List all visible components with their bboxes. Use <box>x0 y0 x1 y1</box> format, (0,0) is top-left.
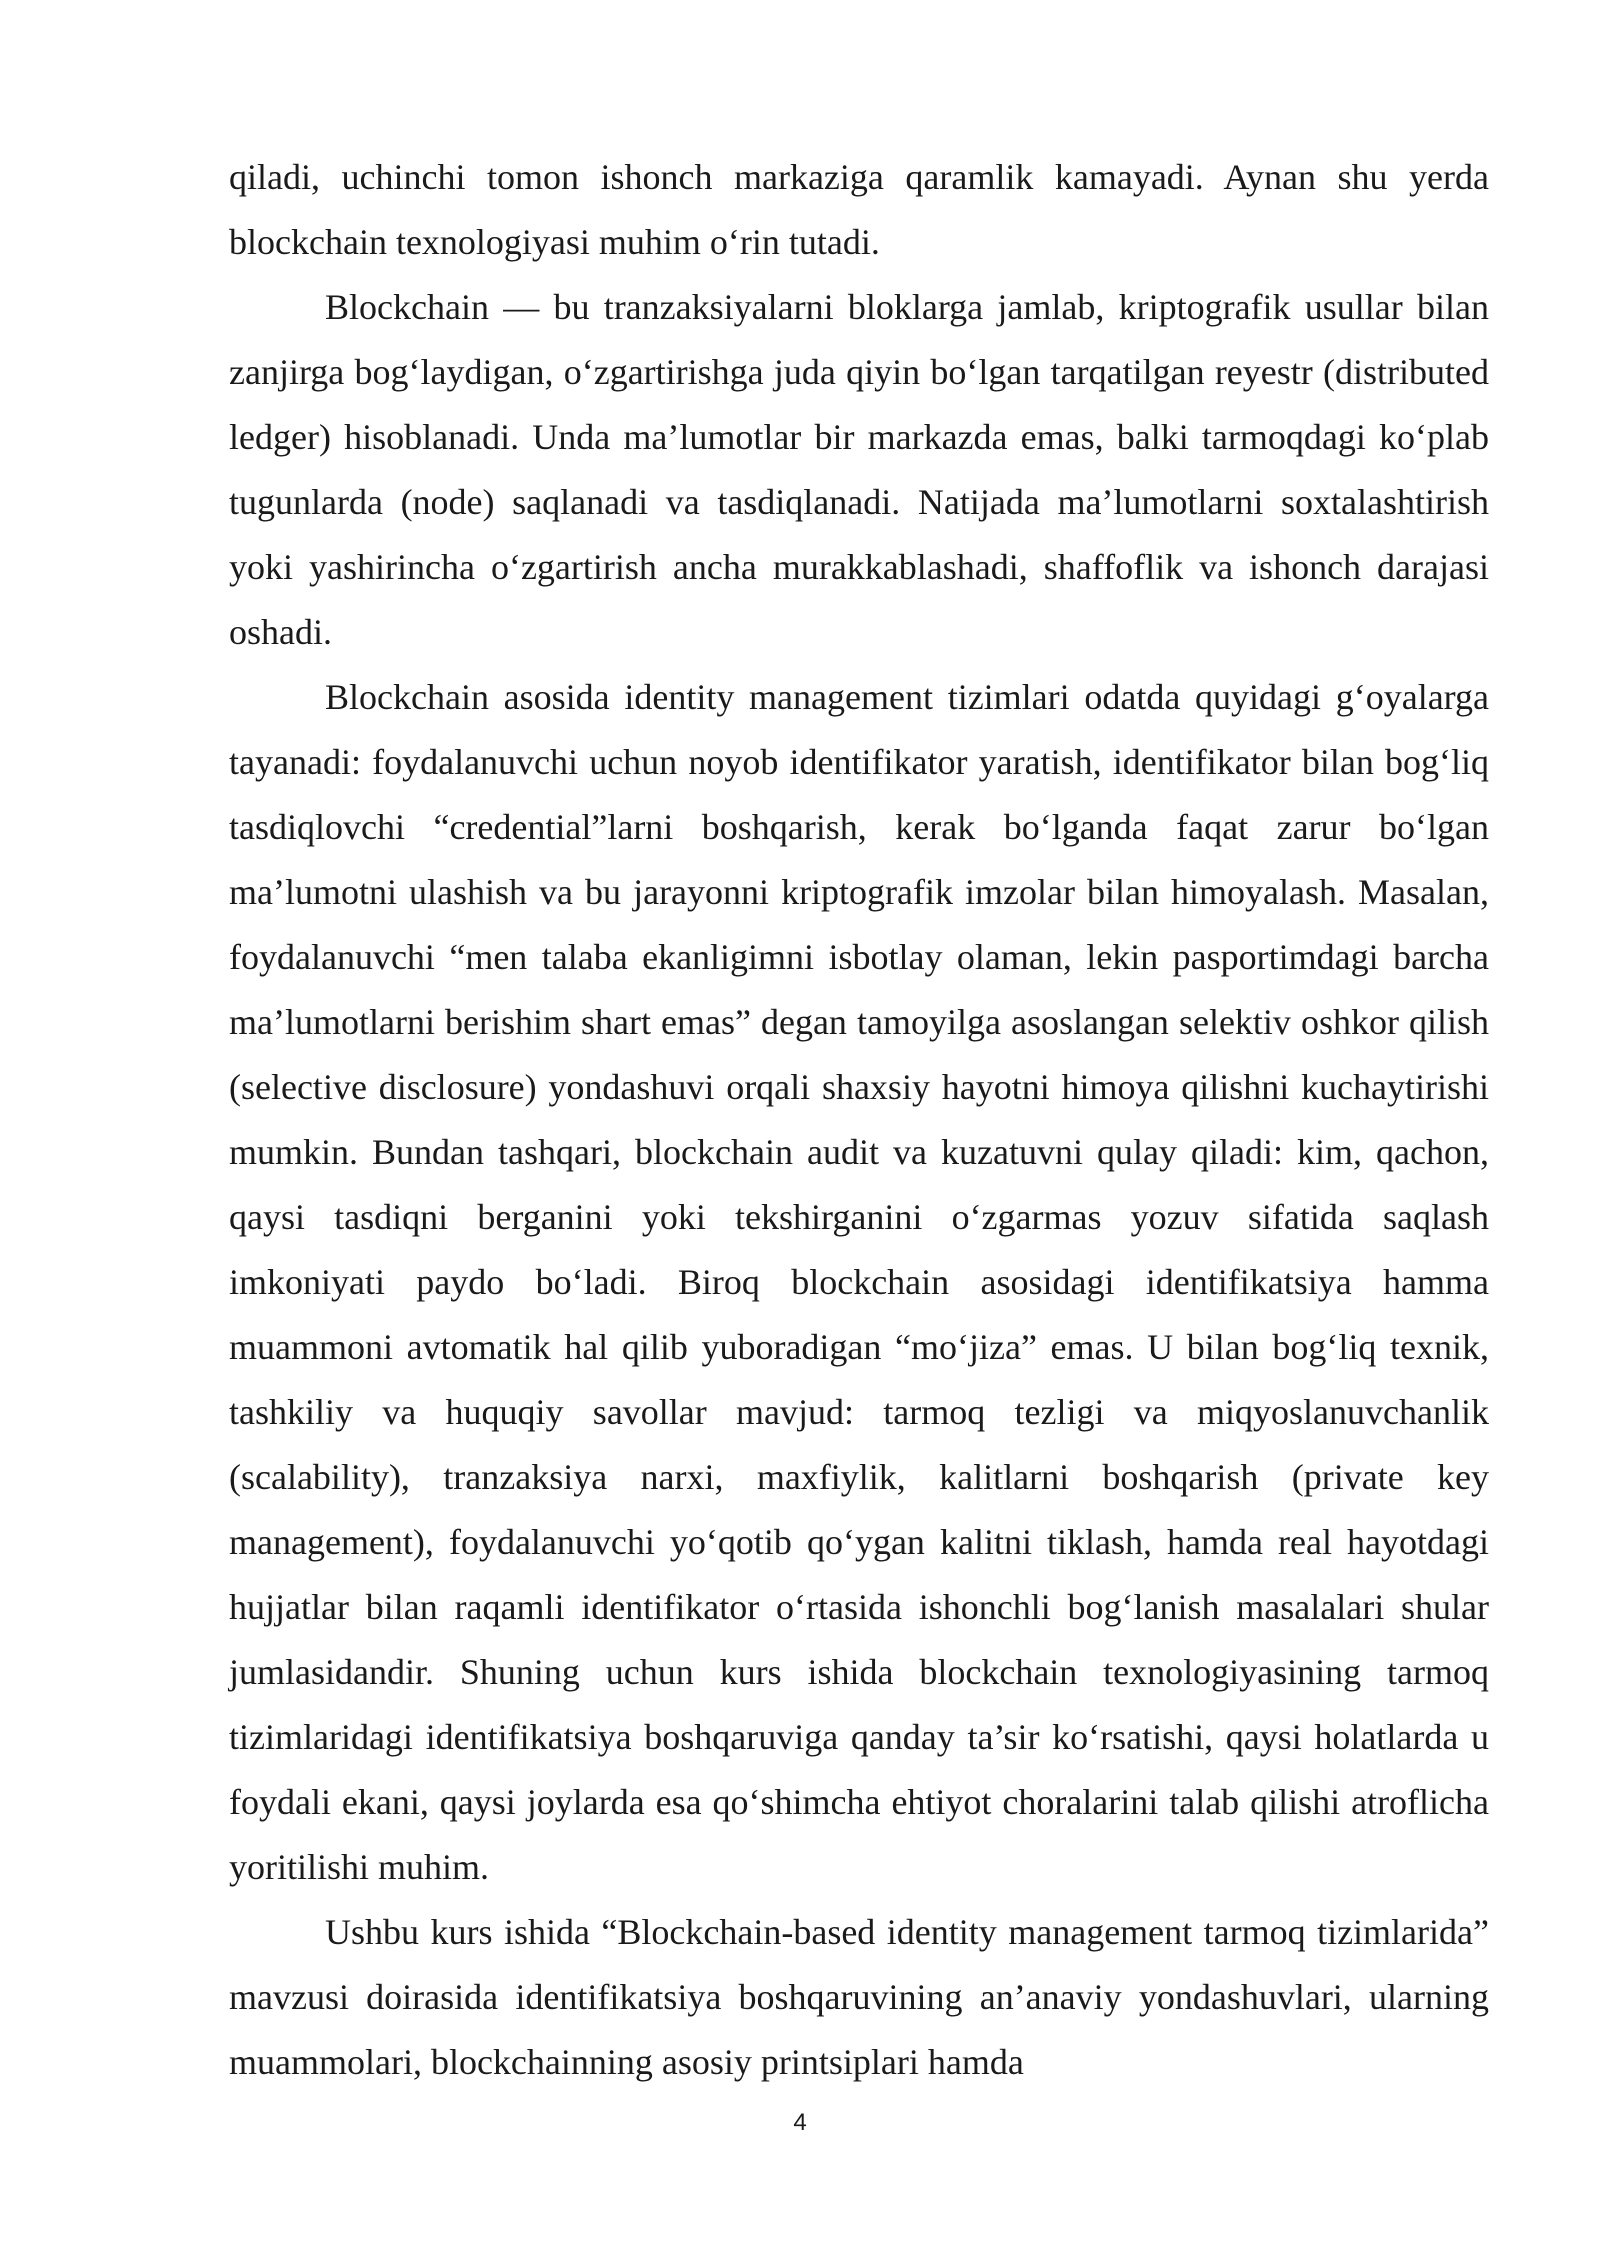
paragraph-continuation: qiladi, uchinchi tomon ishonch markaziga qaramlik kamayadi. Aynan shu yerda blockchain texnologiyasi muhim o‘rin tutadi. <box>229 157 1489 262</box>
body-text <box>229 145 1489 2095</box>
paragraph-identity-management: Blockchain asosida identity management tizimlari odatda quyidagi g‘oyalarga tayanadi: foydalanuvchi uchun noyob identifikator yaratish, identifikator bilan bog‘liq tasdiqlovchi “credential”larni boshqarish, kerak bo‘lganda faqat zarur bo‘lgan ma’lumotni ulashish va bu jarayonni kriptografik imzolar bilan himoyalash. Masalan, foydalanuvchi “men talaba ekanligimni isbotlay olaman, lekin pasportimdagi barcha ma’lumotlarni berishim shart emas” degan tamoyilga asoslangan selektiv oshkor qilish (selective disclosure) yondashuvi orqali shaxsiy hayotni himoya qilishni kuchaytirishi mumkin. Bundan tashqari, blockchain audit va kuzatuvni qulay qiladi: kim, qachon, qaysi tasdiqni berganini yoki tekshirganini o‘zgarmas yozuv sifatida saqlash imkoniyati paydo bo‘ladi. Biroq blockchain asosidagi identifikatsiya hamma muammoni avtomatik hal qilib yuboradigan “mo‘jiza” emas. U bilan bog‘liq texnik, tashkiliy va huquqiy savollar mavjud: tarmoq tezligi va miqyoslanuvchanlik (scalability), tranzaksiya narxi, maxfiylik, kalitlarni boshqarish (private key management), foydalanuvchi yo‘qotib qo‘ygan kalitni tiklash, hamda real hayotdagi hujjatlar bilan raqamli identifikator o‘rtasida ishonchli bog‘lanish masalalari shular jumlasidandir. Shuning uchun kurs ishida blockchain texnologiyasining tarmoq tizimlaridagi identifikatsiya boshqaruviga qanday ta’sir ko‘rsatishi, qaysi holatlarda u foydali ekani, qaysi joylarda esa qo‘shimcha ehtiyot choralarini talab qilishi atroflicha yoritilishi muhim. <box>229 677 1489 1887</box>
paragraph-blockchain-definition: Blockchain — bu tranzaksiyalarni bloklarga jamlab, kriptografik usullar bilan zanjirga bog‘laydigan, o‘zgartirishga juda qiyin bo‘lgan tarqatilgan reyestr (distributed ledger) hisoblanadi. Unda ma’lumotlar bir markazda emas, balki tarmoqdagi ko‘plab tugunlarda (node) saqlanadi va tasdiqlanadi. Natijada ma’lumotlarni soxtalashtirish yoki yashirincha o‘zgartirish ancha murakkablashadi, shaffoflik va ishonch darajasi oshadi. <box>229 287 1489 652</box>
paragraph-course-scope: Ushbu kurs ishida “Blockchain-based identity management tarmoq tizimlarida” mavzusi doirasida identifikatsiya boshqaruvining an’anaviy yondashuvlari, ularning muammolari, blockchainning asosiy printsiplari hamda <box>229 1912 1489 2082</box>
page-number: 4 <box>793 2109 807 2136</box>
